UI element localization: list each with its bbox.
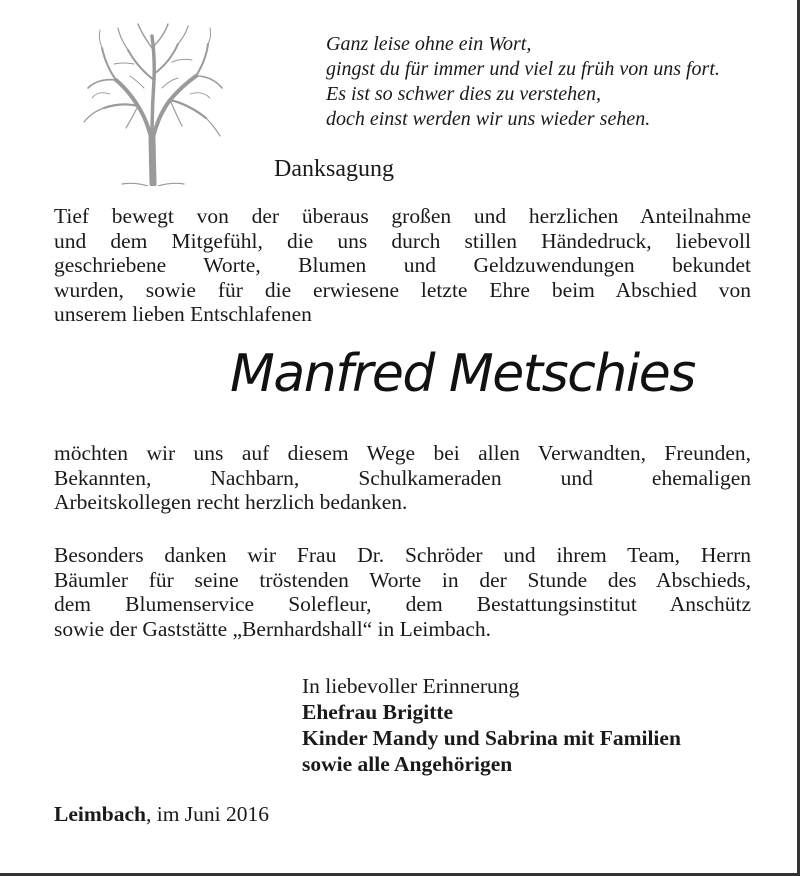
special-thanks-paragraph (54, 543, 751, 641)
heading: Danksagung (274, 156, 394, 182)
date: , im Juni 2016 (145, 802, 270, 826)
place-date (54, 802, 269, 827)
thanks-line: möchten wir uns auf diesem Wege bei allen Verwandten, Freunden, (54, 441, 751, 465)
poem-line: doch einst werden wir uns wieder sehen. (326, 108, 651, 130)
signature-spouse: Ehefrau Brigitte (302, 700, 454, 724)
thanks-line: Arbeitskollegen recht herzlich bedanken. (54, 490, 408, 514)
signature-block (302, 673, 681, 777)
poem-line: Es ist so schwer dies zu verstehen, (326, 83, 601, 105)
thanks-line: Bekannten, Nachbarn, Schulkameraden und ehemaligen (54, 465, 751, 490)
signature-intro: In liebevoller Erinnerung (302, 674, 520, 698)
poem-line: Ganz leise ohne ein Wort, (326, 33, 532, 55)
place: Leimbach (54, 802, 146, 826)
special-thanks-line: sowie der Gaststätte „Bernhardshall“ in Leimbach. (54, 616, 492, 641)
intro-paragraph (54, 204, 751, 327)
deceased-name: Manfred Metschies (230, 344, 695, 404)
intro-line: Tief bewegt von der überaus großen und herzlichen Anteilnahme (54, 204, 751, 228)
special-thanks-line: Bäumler für seine tröstenden Worte in der Stunde des Abschieds, (54, 567, 751, 592)
intro-line: und dem Mitgefühl, die uns durch stillen Händedruck, liebevoll (54, 228, 751, 253)
intro-line: unserem lieben Entschlafenen (54, 302, 312, 326)
poem (326, 32, 786, 132)
intro-line: wurden, sowie für die erwiesene letzte Ehre beim Abschied von (54, 277, 751, 302)
special-thanks-line: Besonders danken wir Frau Dr. Schröder und ihrem Team, Herrn (54, 543, 751, 567)
signature-relatives: sowie alle Angehörigen (302, 752, 513, 776)
poem-line: gingst du für immer und viel zu früh von uns fort. (326, 58, 720, 80)
intro-line: geschriebene Worte, Blumen und Geldzuwendungen bekundet (54, 253, 751, 277)
signature-children: Kinder Mandy und Sabrina mit Familien (302, 726, 681, 750)
special-thanks-line: dem Blumenservice Solefleur, dem Bestattungsinstitut Anschütz (54, 592, 751, 616)
thanks-paragraph (54, 441, 751, 515)
